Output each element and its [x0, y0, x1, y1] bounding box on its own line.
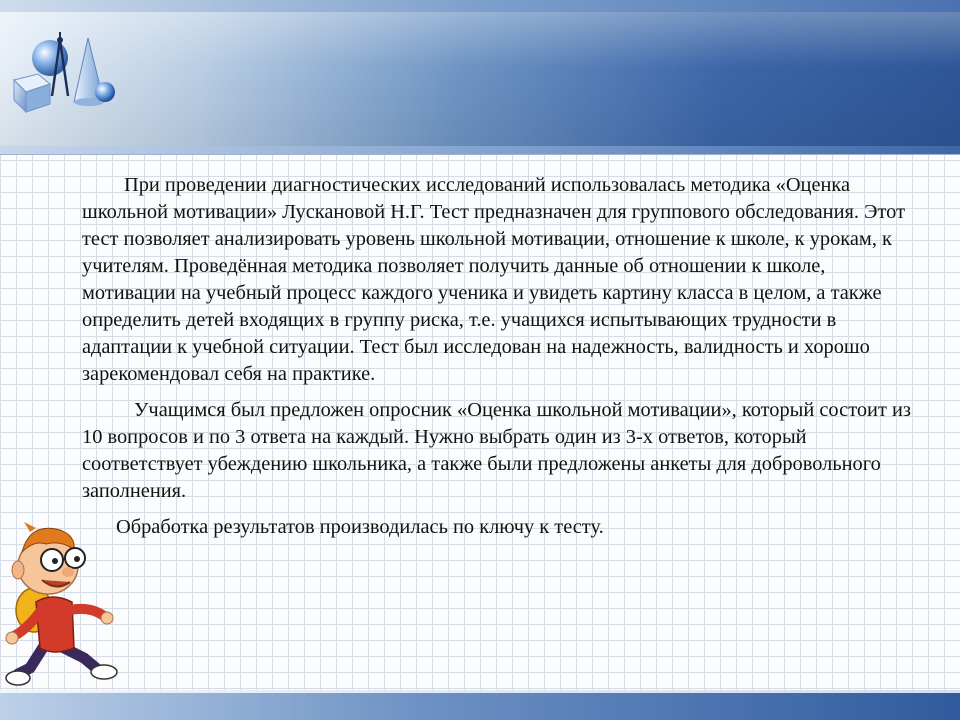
schoolboy-mascot [0, 518, 135, 690]
paragraph-questionnaire: Учащимся был предложен опросник «Оценка школьной мотивации», который состоит из 10 вопросов и по 3 ответа на каждый. Нужно выбрать один из 3-х ответов, который соответствует убеждению школьника, а также были предложены анкеты для добровольного заполнения. [82, 399, 911, 502]
paragraph-processing: Обработка результатов производилась по ключу к тесту. [116, 516, 604, 538]
header-stripe [0, 0, 960, 12]
header-band [0, 0, 960, 153]
slide-text [82, 172, 912, 550]
footer-band [0, 690, 960, 720]
geometry-shapes-icon [8, 30, 128, 120]
paragraph-methodology: При проведении диагностических исследований использовалась методика «Оценка школьной мотивации» Лускановой Н.Г. Тест предназначен для группового обследования. Этот тест позволяет анализировать уровень школьной мотивации, отношение к школе, к урокам, к учителям. Проведённая методика позволяет получить данные об отношении к школе, мотивации на учебный процесс каждого ученика и увидеть картину класса в целом, а также определить детей входящих в группу риска, т.е. учащихся испытывающих трудности в адаптации к учебной ситуации. Тест был исследован на надежность, валидность и хорошо зарекомендовал себя на практике. [82, 174, 905, 385]
header-rule [0, 146, 960, 154]
